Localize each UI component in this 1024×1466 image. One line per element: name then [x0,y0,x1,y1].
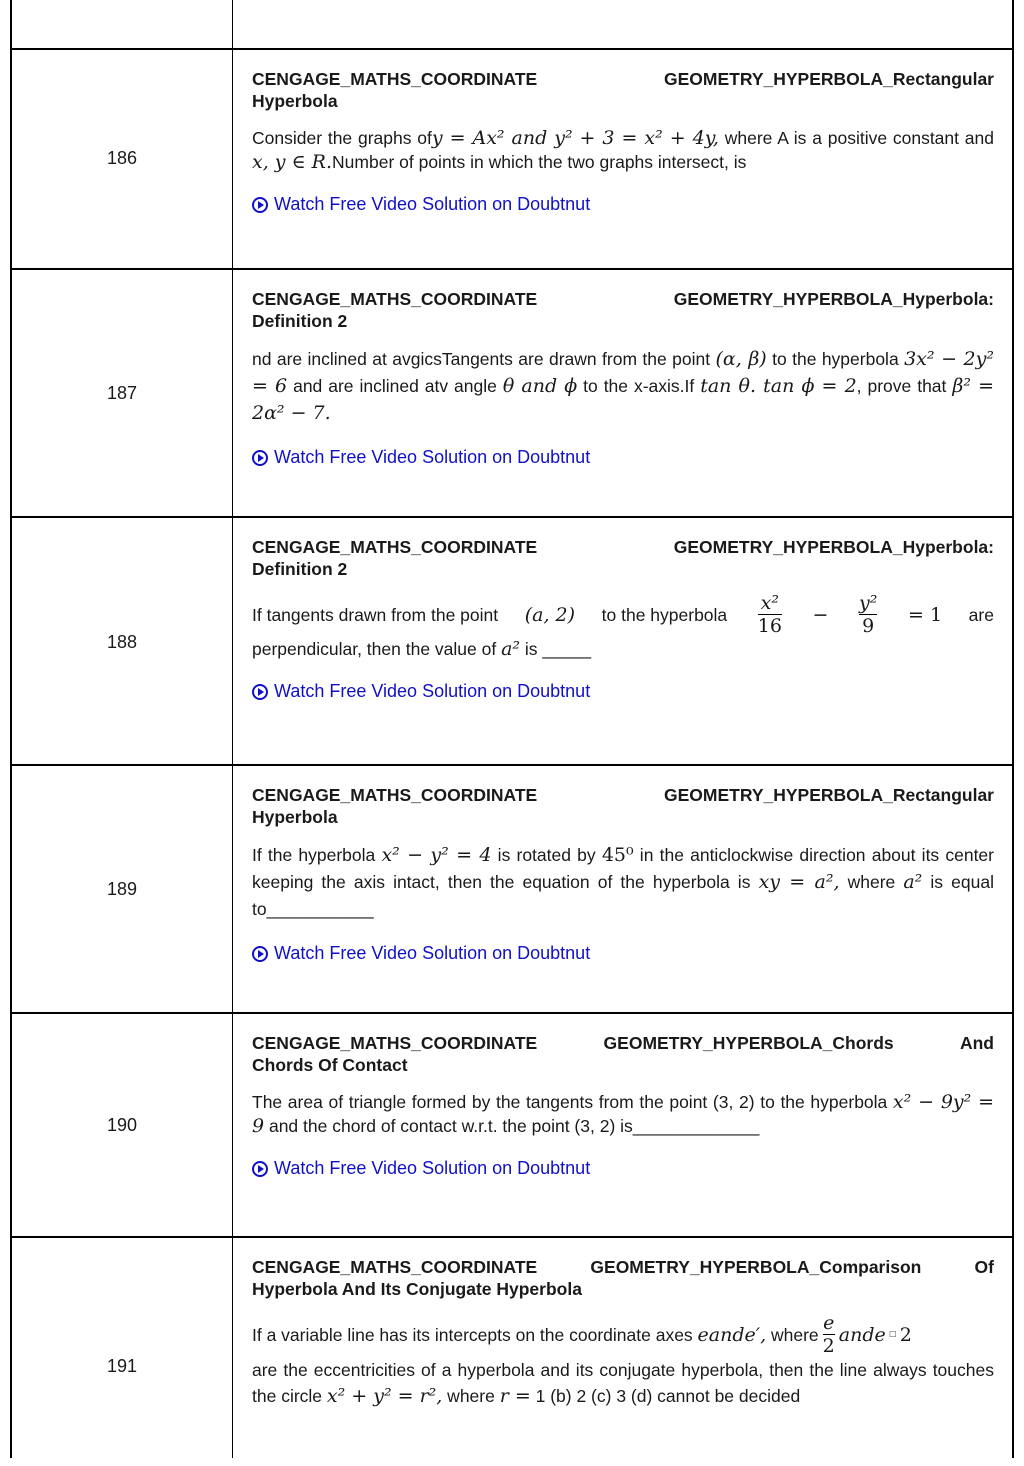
table-row [12,764,1012,1014]
question-text: If tangents drawn from the point (a, 2) to the hyperbola $\frac{\text{x²}}{16}$ − $\frac{\text{y²}}{9}$ = 1 are [252,592,994,637]
question-number: 187 [106,383,138,403]
table-row [12,1236,1012,1466]
play-icon [252,450,268,466]
question-number: 191 [106,1356,138,1376]
question-table [10,0,1014,1458]
topic-heading: CENGAGE_MATHS_COORDINATE GEOMETRY_HYPERBOLA_Rectangular Hyperbola [252,785,994,827]
watch-video-link[interactable]: Watch Free Video Solution on Doubtnut [252,943,994,964]
topic-heading: CENGAGE_MATHS_COORDINATE GEOMETRY_HYPERBOLA_Hyperbola: Definition 2 [252,537,994,579]
question-number: 188 [106,632,138,652]
table-row [12,268,1012,518]
question-number: 189 [106,879,138,899]
fraction: $\frac{\text{x²}}{16}$ [757,592,782,637]
question-text: nd are inclined at avgicsTangents are drawn from the point (α, β) to the hyperbola 3x² − 2y² = 6 and are inclined atv angle θ and ϕ to the x-axis.If tan θ. tan ϕ = 2, prove that β² = 2α² − 7. [252,348,994,424]
question-text: If a variable line has its intercepts on the coordinate axes eande′, where $\frac{e}{2}$ ande □ 2 [252,1312,912,1357]
question-text: Consider the graphs ofy = Ax² and y² + 3 = x² + 4y, where A is a positive constant and x, y ∈ R.Number of points in which the two graphs intersect, is [252,127,995,173]
question-text: If the hyperbola x² − y² = 4 is rotated by 45⁰ in the anticlockwise direction about its center keeping the axis intact, then the equation of the hyperbola is xy = a², where a² is equal to___________ [252,844,994,919]
topic-heading: CENGAGE_MATHS_COORDINATE GEOMETRY_HYPERBOLA_Hyperbola: Definition 2 [252,289,994,331]
fraction: $\frac{e}{2}$ [822,1312,835,1357]
watch-video-link[interactable]: Watch Free Video Solution on Doubtnut [252,194,994,215]
question-number: 190 [106,1115,138,1135]
play-icon [252,1161,268,1177]
question-text: The area of triangle formed by the tangents from the point (3, 2) to the hyperbola x² − 9y² = 9 and the chord of contact w.r.t. the point (3, 2) is_____________ [252,1091,994,1137]
topic-heading: CENGAGE_MATHS_COORDINATE GEOMETRY_HYPERBOLA_Rectangular Hyperbola [252,69,994,111]
topic-heading: CENGAGE_MATHS_COORDINATE GEOMETRY_HYPERBOLA_Chords And Chords Of Contact [252,1033,994,1075]
question-text-continued: are the eccentricities of a hyperbola and its conjugate hyperbola, then the line always touches the circle x² + y² = r², where r = 1 (b) 2 (c) 3 (d) cannot be decided [252,1360,994,1407]
question-cell [252,536,994,702]
fraction: $\frac{\text{y²}}{9}$ [859,592,878,637]
question-number: 186 [106,148,138,168]
play-icon [252,946,268,962]
watch-video-link[interactable]: Watch Free Video Solution on Doubtnut [252,681,994,702]
table-row [12,516,1012,766]
question-cell [252,288,994,468]
question-text-continued: perpendicular, then the value of a² is _____ [252,638,592,660]
watch-video-link[interactable]: Watch Free Video Solution on Doubtnut [252,447,994,468]
missing-glyph-icon: □ [889,1328,896,1340]
watch-video-link[interactable]: Watch Free Video Solution on Doubtnut [252,1158,994,1179]
play-icon [252,684,268,700]
question-cell [252,1032,994,1179]
table-row [12,48,1012,270]
play-icon [252,197,268,213]
question-cell [252,68,994,215]
topic-heading: CENGAGE_MATHS_COORDINATE GEOMETRY_HYPERBOLA_Comparison Of Hyperbola And Its Conjugate Hyperbola [252,1257,994,1299]
table-row [12,1012,1012,1238]
question-cell [252,784,994,964]
question-cell [252,1256,994,1409]
